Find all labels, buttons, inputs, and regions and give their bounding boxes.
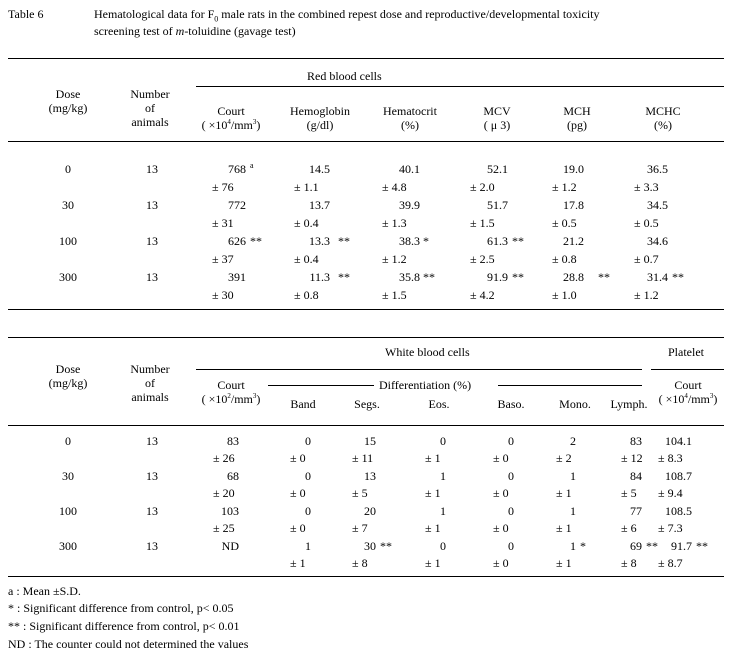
- rbc-sd-cell: ± 1.5: [470, 216, 495, 230]
- title-line2-italic: m: [175, 24, 185, 38]
- wbc-mean-cell: 30: [364, 539, 376, 553]
- wbc-sd-cell: ± 9.4: [658, 486, 683, 500]
- rbc-mean-cell: 39.9: [399, 198, 420, 212]
- wbc-animals-header-line1: Number: [130, 362, 170, 376]
- rbc-mean-cell: 768: [228, 162, 246, 176]
- wbc-col-count-line2: [196, 392, 266, 406]
- wbc-mean-cell: 84: [630, 469, 642, 483]
- rbc-mean-cell: 31.4: [647, 270, 668, 284]
- wbc-mean-cell: 0: [440, 539, 446, 553]
- wbc-mean-cell: 1: [440, 469, 446, 483]
- wbc-sd-cell: ± 5: [621, 486, 637, 500]
- rbc-col-hematocrit-line2: (%): [401, 118, 419, 132]
- rbc-animals-cell: 13: [146, 162, 158, 176]
- rbc-col-mchc-line1: MCHC: [645, 104, 681, 118]
- rbc-bottom-rule: [8, 309, 724, 310]
- wbc-col-segs: Segs.: [354, 397, 380, 411]
- rbc-sd-cell: ± 2.5: [470, 252, 495, 266]
- rbc-col-mcv-line1: MCV: [483, 104, 511, 118]
- wbc-col-lymph: Lymph.: [610, 397, 648, 411]
- rbc-animals-header-line3: animals: [131, 115, 169, 129]
- wbc-dose-cell: 100: [59, 504, 77, 518]
- wbc-sd-cell: ± 8.7: [658, 556, 683, 570]
- wbc-sd-cell: ± 12: [621, 451, 643, 465]
- rbc-col-mch-line1: MCH: [563, 104, 591, 118]
- wbc-animals-header-line2: of: [145, 376, 155, 390]
- rbc-dose-header-line1: Dose: [55, 87, 81, 101]
- rbc-col-mch: [546, 104, 608, 132]
- rbc-sd-cell: ± 1.1: [294, 180, 319, 194]
- rbc-sd-cell: ± 0.5: [634, 216, 659, 230]
- wbc-top-rule: [8, 337, 724, 338]
- rbc-animals-header-line2: of: [145, 101, 155, 115]
- wbc-sd-cell: ± 0: [493, 486, 509, 500]
- rbc-sd-cell: ± 0.7: [634, 252, 659, 266]
- wbc-col-count-unit-end: ): [256, 392, 261, 406]
- wbc-mean-cell: 108.7: [665, 469, 692, 483]
- wbc-dose-cell: 300: [59, 539, 77, 553]
- wbc-dose-header: [40, 362, 96, 390]
- significance-marker: **: [338, 270, 350, 284]
- wbc-mean-cell: 1: [570, 504, 576, 518]
- wbc-dose-cell: 0: [65, 434, 71, 448]
- wbc-mean-cell: 91.7: [671, 539, 692, 553]
- footnote-p001: ** : Significant difference from control, p< 0.01: [8, 619, 240, 633]
- rbc-sd-cell: ± 1.0: [552, 288, 577, 302]
- platelet-col-count: [650, 378, 726, 406]
- wbc-sd-cell: ± 8: [352, 556, 368, 570]
- rbc-mean-cell: 626: [228, 234, 246, 248]
- rbc-dose-header: [40, 87, 96, 115]
- rbc-mean-cell: 35.8: [399, 270, 420, 284]
- rbc-col-count-unit-sup2: 3: [252, 118, 257, 126]
- table-title-line2: [94, 24, 296, 38]
- wbc-mean-cell: 104.1: [665, 434, 692, 448]
- diff-rule-left: [268, 385, 374, 386]
- platelet-col-count-line1: Court: [674, 378, 702, 392]
- wbc-mean-cell: 108.5: [665, 504, 692, 518]
- wbc-group-rule: [196, 369, 642, 370]
- platelet-group-rule: [651, 369, 724, 370]
- wbc-sd-cell: ± 8.3: [658, 451, 683, 465]
- platelet-col-count-unit-post: /mm: [687, 392, 710, 406]
- significance-marker: **: [646, 539, 658, 553]
- rbc-mean-cell: 51.7: [487, 198, 508, 212]
- wbc-sd-cell: ± 8: [621, 556, 637, 570]
- wbc-sd-cell: ± 1: [425, 486, 441, 500]
- rbc-col-mcv-line2: ( μ 3): [483, 118, 511, 132]
- significance-marker: **: [512, 234, 524, 248]
- wbc-sd-cell: ± 0: [290, 486, 306, 500]
- wbc-sd-cell: ± 1: [425, 521, 441, 535]
- platelet-col-count-unit-end: ): [713, 392, 718, 406]
- wbc-mean-cell: 0: [305, 469, 311, 483]
- wbc-sd-cell: ± 7: [352, 521, 368, 535]
- rbc-top-rule: [8, 58, 724, 59]
- wbc-col-count-unit-sup2: 3: [252, 392, 257, 400]
- wbc-mean-cell: 1: [570, 539, 576, 553]
- rbc-sd-cell: ± 1.2: [634, 288, 659, 302]
- rbc-sd-cell: ± 30: [212, 288, 234, 302]
- table-label: Table 6: [8, 7, 44, 21]
- rbc-sd-cell: ± 3.3: [634, 180, 659, 194]
- wbc-animals-cell: 13: [146, 469, 158, 483]
- platelet-group-header: Platelet: [668, 345, 704, 359]
- significance-marker: **: [380, 539, 392, 553]
- wbc-sd-cell: ± 11: [352, 451, 374, 465]
- rbc-dose-cell: 0: [65, 162, 71, 176]
- significance-marker: **: [512, 270, 524, 284]
- wbc-mean-cell: 1: [305, 539, 311, 553]
- rbc-mean-cell: 772: [228, 198, 246, 212]
- rbc-dose-header-line2: (mg/kg): [48, 101, 88, 115]
- significance-marker: *: [580, 539, 586, 553]
- wbc-dose-cell: 30: [62, 469, 74, 483]
- wbc-sd-cell: ± 0: [493, 451, 509, 465]
- rbc-col-mcv: [462, 104, 532, 132]
- wbc-animals-cell: 13: [146, 434, 158, 448]
- rbc-animals-cell: 13: [146, 198, 158, 212]
- wbc-mean-cell: 0: [305, 504, 311, 518]
- wbc-mean-cell: 1: [440, 504, 446, 518]
- rbc-col-mchc-line2: (%): [654, 118, 672, 132]
- rbc-mean-cell: 13.7: [309, 198, 330, 212]
- wbc-mean-cell: 0: [508, 504, 514, 518]
- rbc-dose-cell: 100: [59, 234, 77, 248]
- wbc-mean-cell: ND: [221, 539, 239, 553]
- platelet-col-count-unit-pre: ( ×10: [658, 392, 685, 406]
- rbc-col-mchc: [630, 104, 696, 132]
- rbc-mean-cell: 38.3: [399, 234, 420, 248]
- title-line2-pre: screening test of: [94, 24, 176, 38]
- wbc-animals-header: [118, 362, 182, 404]
- rbc-sd-cell: ± 1.5: [382, 288, 407, 302]
- significance-marker: **: [672, 270, 684, 284]
- wbc-animals-header-line3: animals: [131, 390, 169, 404]
- rbc-mean-cell: 52.1: [487, 162, 508, 176]
- wbc-sd-cell: ± 1: [556, 521, 572, 535]
- platelet-col-count-unit-sup: 4: [684, 392, 688, 400]
- rbc-col-count-line2: [194, 118, 268, 132]
- rbc-mean-cell: 11.3: [309, 270, 330, 284]
- rbc-sd-cell: ± 76: [212, 180, 234, 194]
- wbc-col-count-unit-post: /mm: [230, 392, 253, 406]
- rbc-col-hemoglobin: [282, 104, 358, 132]
- wbc-mean-cell: 83: [227, 434, 239, 448]
- rbc-animals-cell: 13: [146, 234, 158, 248]
- wbc-dose-header-line1: Dose: [55, 362, 81, 376]
- wbc-col-eos: Eos.: [428, 397, 450, 411]
- wbc-sd-cell: ± 2: [556, 451, 572, 465]
- title-line2-post: -toluidine (gavage test): [184, 24, 296, 38]
- rbc-dose-cell: 30: [62, 198, 74, 212]
- rbc-sd-cell: ± 2.0: [470, 180, 495, 194]
- wbc-sd-cell: ± 7.3: [658, 521, 683, 535]
- wbc-sd-cell: ± 20: [213, 486, 235, 500]
- rbc-mean-cell: 61.3: [487, 234, 508, 248]
- wbc-col-count-line1: Court: [217, 378, 245, 392]
- rbc-animals-header: [118, 87, 182, 129]
- rbc-header-rule: [8, 141, 724, 142]
- wbc-mean-cell: 83: [630, 434, 642, 448]
- footnote-nd: ND : The counter could not determined the values: [8, 637, 249, 651]
- wbc-mean-cell: 68: [227, 469, 239, 483]
- wbc-sd-cell: ± 0: [493, 556, 509, 570]
- wbc-mean-cell: 1: [570, 469, 576, 483]
- wbc-mean-cell: 13: [364, 469, 376, 483]
- wbc-sd-cell: ± 26: [213, 451, 235, 465]
- rbc-mean-cell: 28.8: [563, 270, 584, 284]
- rbc-sd-cell: ± 1.3: [382, 216, 407, 230]
- wbc-mean-cell: 2: [570, 434, 576, 448]
- wbc-animals-cell: 13: [146, 504, 158, 518]
- title-line1-post: male rats in the combined repest dose and reproductive/developmental toxicity: [218, 7, 600, 21]
- footnote-a-marker: a: [250, 161, 254, 170]
- rbc-col-count-unit-end: ): [256, 118, 261, 132]
- rbc-sd-cell: ± 4.8: [382, 180, 407, 194]
- platelet-col-count-line2: [650, 392, 726, 406]
- rbc-col-hemoglobin-line2: (g/dl): [306, 118, 334, 132]
- wbc-sd-cell: ± 1: [290, 556, 306, 570]
- wbc-col-count-unit-pre: ( ×10: [201, 392, 228, 406]
- rbc-sd-cell: ± 0.8: [552, 252, 577, 266]
- rbc-sd-cell: ± 1.2: [552, 180, 577, 194]
- rbc-col-hemoglobin-line1: Hemoglobin: [290, 104, 350, 118]
- wbc-sd-cell: ± 1: [425, 556, 441, 570]
- rbc-mean-cell: 391: [228, 270, 246, 284]
- wbc-mean-cell: 0: [305, 434, 311, 448]
- rbc-sd-cell: ± 0.5: [552, 216, 577, 230]
- wbc-sd-cell: ± 0: [493, 521, 509, 535]
- footnote-p005: * : Significant difference from control, p< 0.05: [8, 601, 234, 615]
- wbc-mean-cell: 0: [440, 434, 446, 448]
- rbc-col-count-unit-post: /mm: [230, 118, 253, 132]
- wbc-sd-cell: ± 1: [556, 556, 572, 570]
- rbc-sd-cell: ± 0.4: [294, 216, 319, 230]
- wbc-col-mono: Mono.: [559, 397, 591, 411]
- wbc-sd-cell: ± 0: [290, 521, 306, 535]
- wbc-sd-cell: ± 1: [425, 451, 441, 465]
- wbc-sd-cell: ± 1: [556, 486, 572, 500]
- wbc-mean-cell: 103: [221, 504, 239, 518]
- wbc-animals-cell: 13: [146, 539, 158, 553]
- significance-marker: **: [598, 270, 610, 284]
- wbc-dose-header-line2: (mg/kg): [48, 376, 88, 390]
- rbc-sd-cell: ± 31: [212, 216, 234, 230]
- significance-marker: **: [250, 234, 262, 248]
- rbc-sd-cell: ± 1.2: [382, 252, 407, 266]
- wbc-header-rule: [8, 425, 724, 426]
- rbc-col-count: [194, 104, 268, 132]
- rbc-group-rule: [196, 86, 724, 87]
- rbc-dose-cell: 300: [59, 270, 77, 284]
- wbc-sd-cell: ± 0: [290, 451, 306, 465]
- wbc-sd-cell: ± 6: [621, 521, 637, 535]
- wbc-mean-cell: 0: [508, 434, 514, 448]
- diff-rule-right: [498, 385, 642, 386]
- rbc-col-hematocrit-line1: Hematocrit: [383, 104, 437, 118]
- wbc-col-band: Band: [290, 397, 316, 411]
- wbc-sd-cell: ± 5: [352, 486, 368, 500]
- rbc-sd-cell: ± 4.2: [470, 288, 495, 302]
- rbc-mean-cell: 34.5: [647, 198, 668, 212]
- wbc-mean-cell: 69: [630, 539, 642, 553]
- rbc-mean-cell: 17.8: [563, 198, 584, 212]
- wbc-bottom-rule: [8, 576, 724, 577]
- wbc-group-header: White blood cells: [385, 345, 470, 359]
- rbc-mean-cell: 21.2: [563, 234, 584, 248]
- platelet-col-count-unit-sup2: 3: [709, 392, 714, 400]
- wbc-col-baso: Baso.: [497, 397, 525, 411]
- rbc-col-count-unit-sup: 4: [227, 118, 231, 126]
- title-line1-sub: 0: [214, 14, 219, 24]
- rbc-mean-cell: 91.9: [487, 270, 508, 284]
- rbc-col-count-unit-pre: ( ×10: [201, 118, 228, 132]
- diff-header: Differentiation (%): [379, 378, 472, 392]
- significance-marker: **: [696, 539, 708, 553]
- rbc-col-hematocrit: [372, 104, 448, 132]
- rbc-group-header: Red blood cells: [307, 69, 382, 83]
- rbc-mean-cell: 40.1: [399, 162, 420, 176]
- rbc-sd-cell: ± 37: [212, 252, 234, 266]
- rbc-mean-cell: 14.5: [309, 162, 330, 176]
- wbc-col-count-unit-sup: 2: [227, 392, 231, 400]
- wbc-col-count: [196, 378, 266, 406]
- wbc-mean-cell: 0: [508, 469, 514, 483]
- rbc-mean-cell: 34.6: [647, 234, 668, 248]
- title-line1-pre: Hematological data for F: [94, 7, 215, 21]
- rbc-col-mch-line2: (pg): [567, 118, 587, 132]
- rbc-animals-header-line1: Number: [130, 87, 170, 101]
- rbc-sd-cell: ± 0.8: [294, 288, 319, 302]
- rbc-mean-cell: 19.0: [563, 162, 584, 176]
- rbc-animals-cell: 13: [146, 270, 158, 284]
- wbc-sd-cell: ± 25: [213, 521, 235, 535]
- rbc-mean-cell: 36.5: [647, 162, 668, 176]
- significance-marker: *: [423, 234, 429, 248]
- footnote-mean-sd: a : Mean ±S.D.: [8, 584, 81, 598]
- significance-marker: **: [423, 270, 435, 284]
- wbc-mean-cell: 0: [508, 539, 514, 553]
- table-title-line1: [94, 7, 600, 24]
- rbc-col-count-line1: Court: [217, 104, 245, 118]
- wbc-mean-cell: 15: [364, 434, 376, 448]
- wbc-mean-cell: 20: [364, 504, 376, 518]
- wbc-mean-cell: 77: [630, 504, 642, 518]
- significance-marker: **: [338, 234, 350, 248]
- rbc-sd-cell: ± 0.4: [294, 252, 319, 266]
- rbc-mean-cell: 13.3: [309, 234, 330, 248]
